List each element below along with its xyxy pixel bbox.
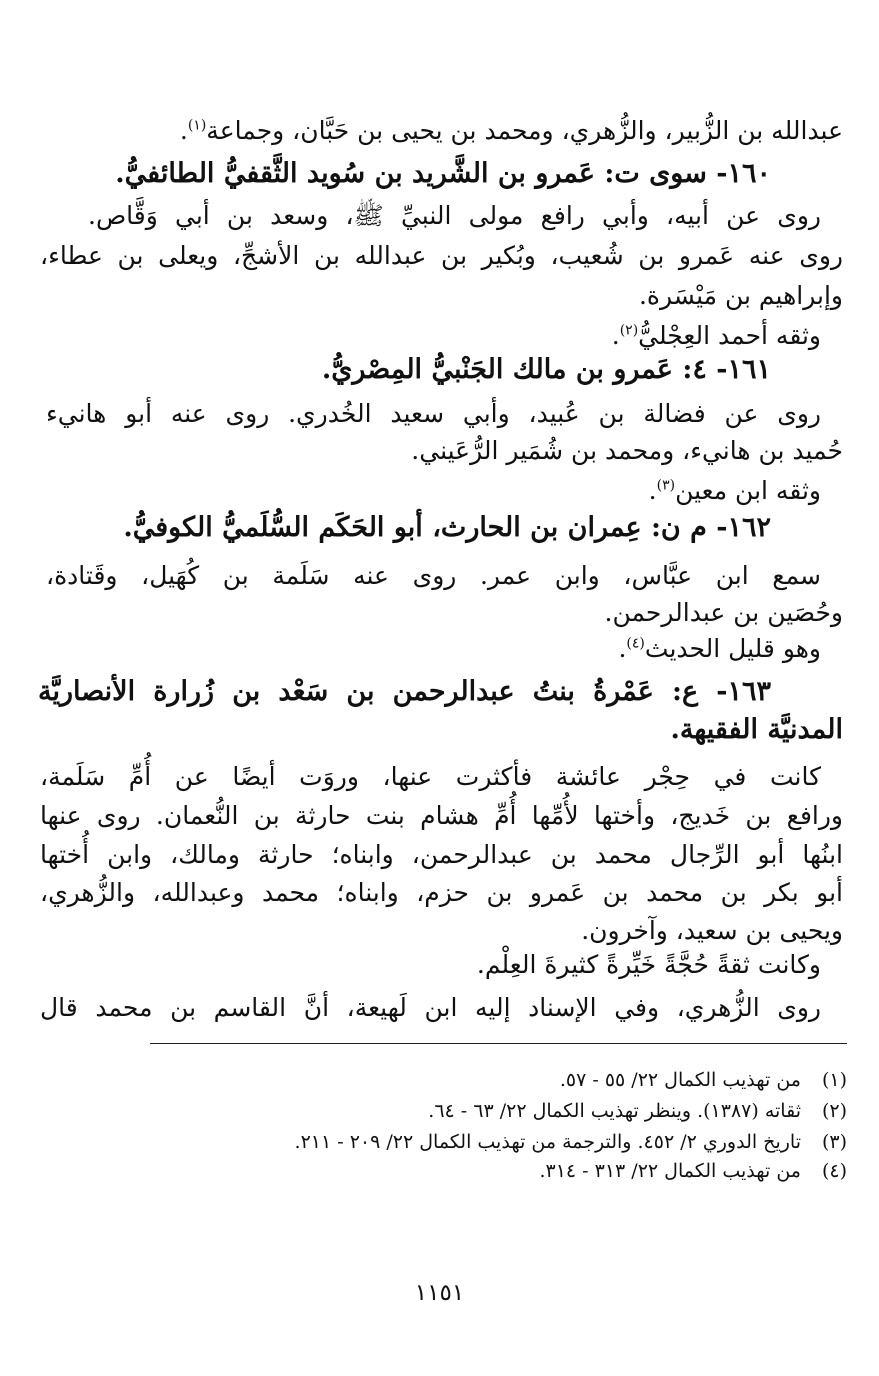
footnote-number: (٣) — [821, 1131, 847, 1153]
footnote-text: تاريخ الدوري ٢/ ٤٥٢. والترجمة من تهذيب الكمال ٢٢/ ٢٠٩ - ٢١١. — [294, 1131, 801, 1153]
line-text: أبو بكر بن محمد بن عَمرو بن حزم، وابناه؛ محمد وعبدالله، والزُّهري، — [40, 878, 843, 907]
text-line — [618, 636, 821, 661]
line-text: وثقه ابن معين — [675, 476, 821, 505]
text-line — [411, 438, 843, 463]
footnote-number: (١) — [821, 1069, 847, 1091]
text-line — [477, 952, 821, 977]
footnote-ref[interactable]: (٢) — [619, 322, 639, 339]
line-tail: . — [648, 476, 657, 505]
line-tail: . — [618, 634, 627, 663]
line-tail: . — [611, 321, 620, 350]
text-line — [40, 764, 821, 789]
line-text: ابنُها أبو الرِّجال محمد بن عبدالرحمن، وابناه؛ حارثة ومالك، وابن أُختها — [40, 840, 843, 869]
text-line — [46, 563, 821, 588]
text-line — [649, 478, 821, 503]
line-text: كانت في حِجْر عائشة فأكثرت عنها، وروَت أيضًا عن أُمِّ سَلَمة، — [40, 762, 821, 791]
text-line — [612, 323, 821, 348]
text-line — [40, 842, 843, 867]
line-text: ورافع بن خَديج، وأختها لأُمِّها أُمِّ هشام بنت حارثة بن النُّعمان. روى عنها — [40, 801, 843, 830]
footnote-ref[interactable]: (٣) — [656, 477, 676, 494]
line-text: وهو قليل الحديث — [644, 634, 821, 663]
footnote-separator — [150, 1043, 847, 1044]
line-text: روى الزُّهري، وفي الإسناد إليه ابن لَهيعة، أنَّ القاسم بن محمد قال — [40, 993, 821, 1022]
heading-text: ١٦٠- سوى ت: عَمرو بن الشَّريد بن سُويد الثَّقفيُّ الطائفيُّ. — [115, 158, 771, 189]
text-line — [40, 243, 843, 268]
footnote-ref[interactable]: (٤) — [626, 635, 645, 652]
entry-heading — [123, 514, 771, 541]
text-line — [40, 995, 821, 1020]
footnote-text: من تهذيب الكمال ٢٢/ ٣١٣ - ٣١٤. — [539, 1160, 801, 1182]
footnote-text: ثقاته (١٣٨٧). وينظر تهذيب الكمال ٢٢/ ٦٣ - ٦٤. — [428, 1100, 801, 1122]
text-line — [581, 918, 843, 943]
line-text: حُميد بن هانيء، ومحمد بن شُمَير الرُّعَيني. — [411, 436, 843, 465]
heading-text: ١٦٢- م ن: عِمران بن الحارث، أبو الحَكَم السُّلَميُّ الكوفيُّ. — [123, 512, 771, 543]
line-text: عبدالله بن الزُّبير، والزُّهري، ومحمد بن يحيى بن حَبَّان، وجماعة — [206, 116, 843, 145]
line-text: ويحيى بن سعيد، وآخرون. — [581, 916, 843, 945]
line-text: وثقه أحمد العِجْليُّ — [638, 321, 821, 350]
line-text: روى عن فضالة بن عُبيد، وأبي سعيد الخُدري. روى عنه أبو هانيء — [46, 399, 821, 428]
entry-heading-cont — [670, 716, 843, 743]
line-text: روى عن أبيه، وأبي رافع مولى النبيِّ ﷺ، وسعد بن أبي وَقَّاص. — [88, 201, 821, 230]
line-text: روى عنه عَمرو بن شُعيب، وبُكير بن عبدالله بن الأشجِّ، ويعلى بن عطاء، — [40, 241, 843, 270]
heading-text: ١٦٣- ع: عَمْرةُ بنتُ عبدالرحمن بن سَعْد بن زُرارة الأنصاريَّة — [38, 676, 771, 707]
footnote-text: من تهذيب الكمال ٢٢/ ٥٥ - ٥٧. — [559, 1069, 801, 1091]
text-line — [605, 600, 844, 625]
footnote-number: (٤) — [821, 1160, 847, 1182]
text-line — [88, 203, 821, 228]
heading-text: المدنيَّة الفقيهة. — [670, 714, 843, 745]
entry-heading — [115, 160, 771, 187]
line-text: وحُصَين بن عبدالرحمن. — [604, 598, 843, 627]
text-line — [180, 118, 843, 143]
line-text: وكانت ثقةً حُجَّةً خَيِّرةً كثيرةَ العِلْم. — [476, 950, 821, 979]
page-number: ١١٥١ — [414, 1280, 465, 1306]
entry-heading — [38, 678, 771, 705]
footnote-number: (٢) — [821, 1100, 847, 1122]
text-line — [639, 283, 843, 308]
line-text: وإبراهيم بن مَيْسَرة. — [638, 281, 843, 310]
line-tail: . — [179, 116, 188, 145]
heading-text: ١٦١- ٤: عَمرو بن مالك الجَنْبيُّ المِصْريُّ. — [321, 354, 771, 385]
text-line — [40, 803, 843, 828]
entry-heading — [322, 356, 771, 383]
footnote-ref[interactable]: (١) — [187, 117, 207, 134]
text-line — [40, 880, 843, 905]
line-text: سمع ابن عبَّاس، وابن عمر. روى عنه سَلَمة بن كُهَيل، وقَتادة، — [46, 561, 821, 590]
text-line — [46, 401, 821, 426]
